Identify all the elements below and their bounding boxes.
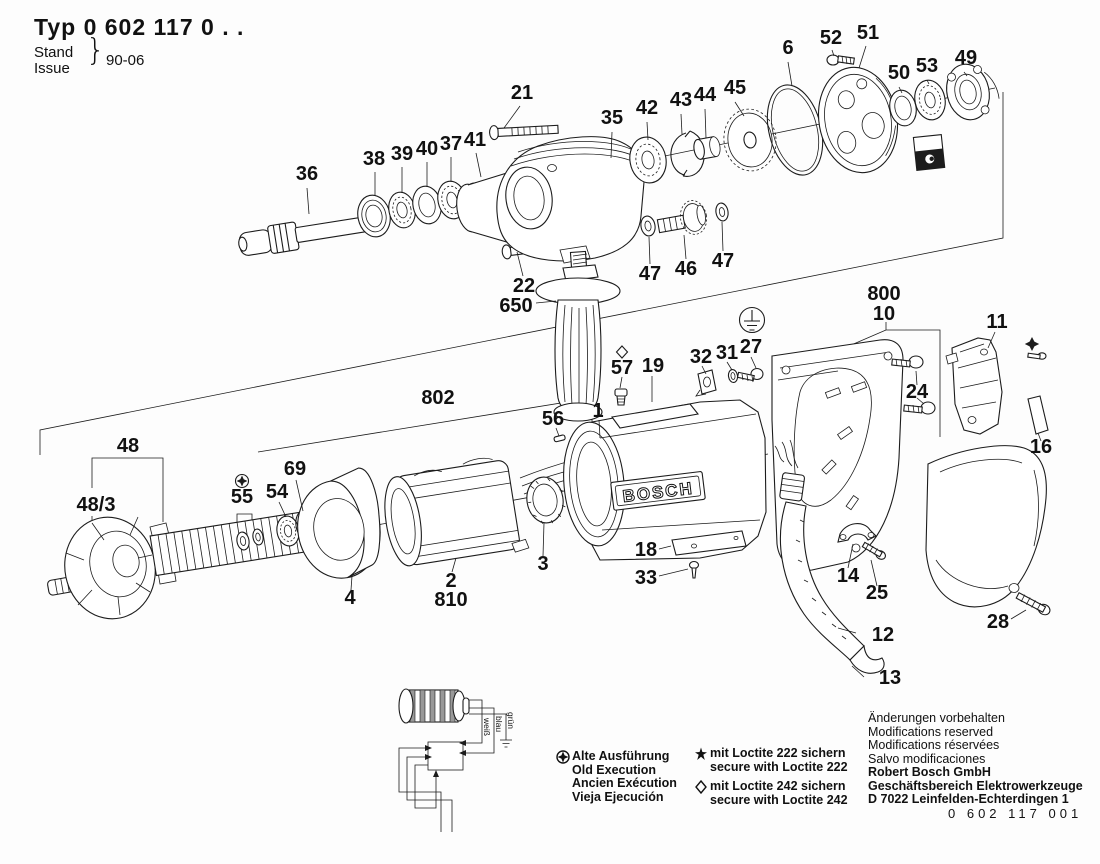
- screw-21: [489, 122, 558, 140]
- part-label-16: 16: [1029, 436, 1053, 458]
- grease-label: [913, 135, 944, 171]
- loctite-242-icon: [694, 780, 708, 798]
- legend-line: Old Execution: [572, 762, 657, 777]
- part-label-51: 51: [856, 22, 880, 44]
- notice-line: Salvo modificaciones: [868, 751, 986, 766]
- old-execution-icon: [556, 750, 570, 768]
- legend-line: Alte Ausführung: [572, 749, 670, 763]
- part-label-800: 800: [867, 283, 901, 305]
- part-label-46: 46: [674, 258, 698, 280]
- legend-loctite-242: [710, 780, 848, 807]
- legend-line: mit Loctite 222 sichern: [710, 746, 846, 760]
- part-label-6: 6: [782, 37, 794, 59]
- auxiliary-handle: [536, 251, 620, 421]
- pin-56: [554, 435, 566, 443]
- part-label-41: 41: [463, 129, 487, 151]
- brace-glyph: }: [86, 33, 106, 68]
- part-label-47a: 47: [638, 263, 662, 285]
- part-label-10: 10: [872, 303, 896, 325]
- issue-value: 90-06: [106, 52, 145, 69]
- washer-47-left: [639, 215, 656, 237]
- document-number: 0 602 117 001: [948, 806, 1083, 821]
- part-label-55: 55: [230, 486, 254, 508]
- part-label-42: 42: [635, 97, 659, 119]
- part-label-32: 32: [689, 346, 713, 368]
- part-label-24: 24: [905, 381, 929, 403]
- wire-label-green: grün: [506, 712, 516, 730]
- screw-57: [615, 389, 627, 405]
- part-label-4: 4: [344, 587, 356, 609]
- part-label-3: 3: [537, 553, 549, 575]
- part-label-50: 50: [887, 62, 911, 84]
- part-label-22: 22: [512, 275, 536, 297]
- legend-line: secure with Loctite 242: [710, 792, 848, 807]
- push-rod-16: [1028, 396, 1048, 434]
- handle-shell-right: [926, 446, 1046, 607]
- part-label-35: 35: [600, 107, 624, 129]
- part-label-650: 650: [499, 295, 533, 317]
- part-label-11: 11: [986, 311, 1008, 333]
- wire-label-blue: blau: [494, 716, 504, 733]
- part-label-57: 57: [610, 357, 634, 379]
- part-label-39: 39: [390, 143, 414, 165]
- part-label-48: 48: [116, 435, 140, 457]
- part-label-53: 53: [915, 55, 939, 77]
- notice-line: Modifications reserved: [868, 724, 994, 739]
- spacer-44: [692, 136, 721, 160]
- part-label-36: 36: [295, 163, 319, 185]
- company-line: Robert Bosch GmbH: [868, 765, 991, 779]
- part-label-33: 33: [634, 567, 658, 589]
- notice-line: Modifications réservées: [868, 738, 1000, 752]
- part-label-43: 43: [669, 89, 693, 111]
- part-label-37: 37: [439, 133, 463, 155]
- issue-label: Issue: [34, 60, 70, 77]
- modification-notices: [868, 712, 1005, 766]
- switch-11: [946, 338, 1002, 434]
- legend-line: Ancien Exécution: [572, 776, 677, 790]
- screw-27: [738, 369, 763, 383]
- bearing-53: [911, 77, 949, 122]
- part-label-47b: 47: [711, 250, 735, 272]
- part-label-27: 27: [739, 336, 763, 358]
- company-line: D 7022 Leinfelden-Echterdingen 1: [868, 792, 1069, 806]
- company-block: [868, 766, 1083, 807]
- screw-33: [690, 562, 699, 579]
- part-label-44: 44: [693, 84, 717, 106]
- washer-47-right: [715, 202, 730, 222]
- field-stator: [379, 453, 530, 571]
- screw-52: [827, 55, 854, 65]
- part-label-810: 810: [434, 589, 468, 611]
- switch-box: [428, 742, 463, 770]
- part-label-45: 45: [723, 77, 747, 99]
- legend-line: secure with Loctite 222: [710, 759, 848, 774]
- part-label-14: 14: [836, 565, 860, 587]
- legend-old-execution: [572, 750, 677, 804]
- screw-25: [861, 542, 887, 561]
- legend-line: mit Loctite 242 sichern: [710, 779, 846, 793]
- part-label-802: 802: [421, 387, 455, 409]
- part-label-40: 40: [415, 138, 439, 160]
- screw-switch-star: [1025, 337, 1046, 359]
- part-label-31: 31: [715, 342, 739, 364]
- wiring-schematic: [399, 689, 516, 832]
- part-label-21: 21: [510, 82, 534, 104]
- legend-loctite-222: [710, 747, 848, 774]
- earth-symbol: [740, 308, 765, 333]
- notice-line: Änderungen vorbehalten: [868, 711, 1005, 725]
- insulating-ring-3: [524, 474, 568, 526]
- part-label-1: 1: [592, 400, 604, 422]
- part-label-13: 13: [878, 667, 902, 689]
- part-label-69: 69: [283, 458, 307, 480]
- part-label-56: 56: [541, 408, 565, 430]
- part-label-12: 12: [871, 624, 895, 646]
- part-label-2: 2: [445, 570, 457, 592]
- part-label-49: 49: [954, 47, 978, 69]
- part-label-28: 28: [986, 611, 1010, 633]
- part-label-48-3: 48/3: [76, 494, 116, 516]
- part-label-38: 38: [362, 148, 386, 170]
- part-label-52: 52: [819, 27, 843, 49]
- part-label-25: 25: [865, 582, 889, 604]
- gear-housing: [454, 137, 644, 263]
- legend-line: Vieja Ejecución: [572, 789, 664, 804]
- washer-31: [728, 369, 739, 383]
- loctite-222-icon: [694, 747, 708, 765]
- part-label-18: 18: [634, 539, 658, 561]
- wire-label-white: weiß: [482, 718, 492, 736]
- wiring-earth-symbol: [500, 734, 512, 747]
- company-line: Geschäftsbereich Elektrowerkzeuge: [868, 778, 1083, 793]
- typ-label: Typ: [34, 14, 77, 40]
- pinion-gear-46: [655, 198, 709, 240]
- part-label-19: 19: [641, 355, 665, 377]
- fan-cover-ring: [289, 466, 390, 585]
- bosch-logo: BOSCH: [621, 478, 695, 507]
- part-label-54: 54: [265, 481, 289, 503]
- typ-value: 0 602 117 0 . .: [83, 14, 245, 40]
- stand-label: Stand: [34, 44, 74, 61]
